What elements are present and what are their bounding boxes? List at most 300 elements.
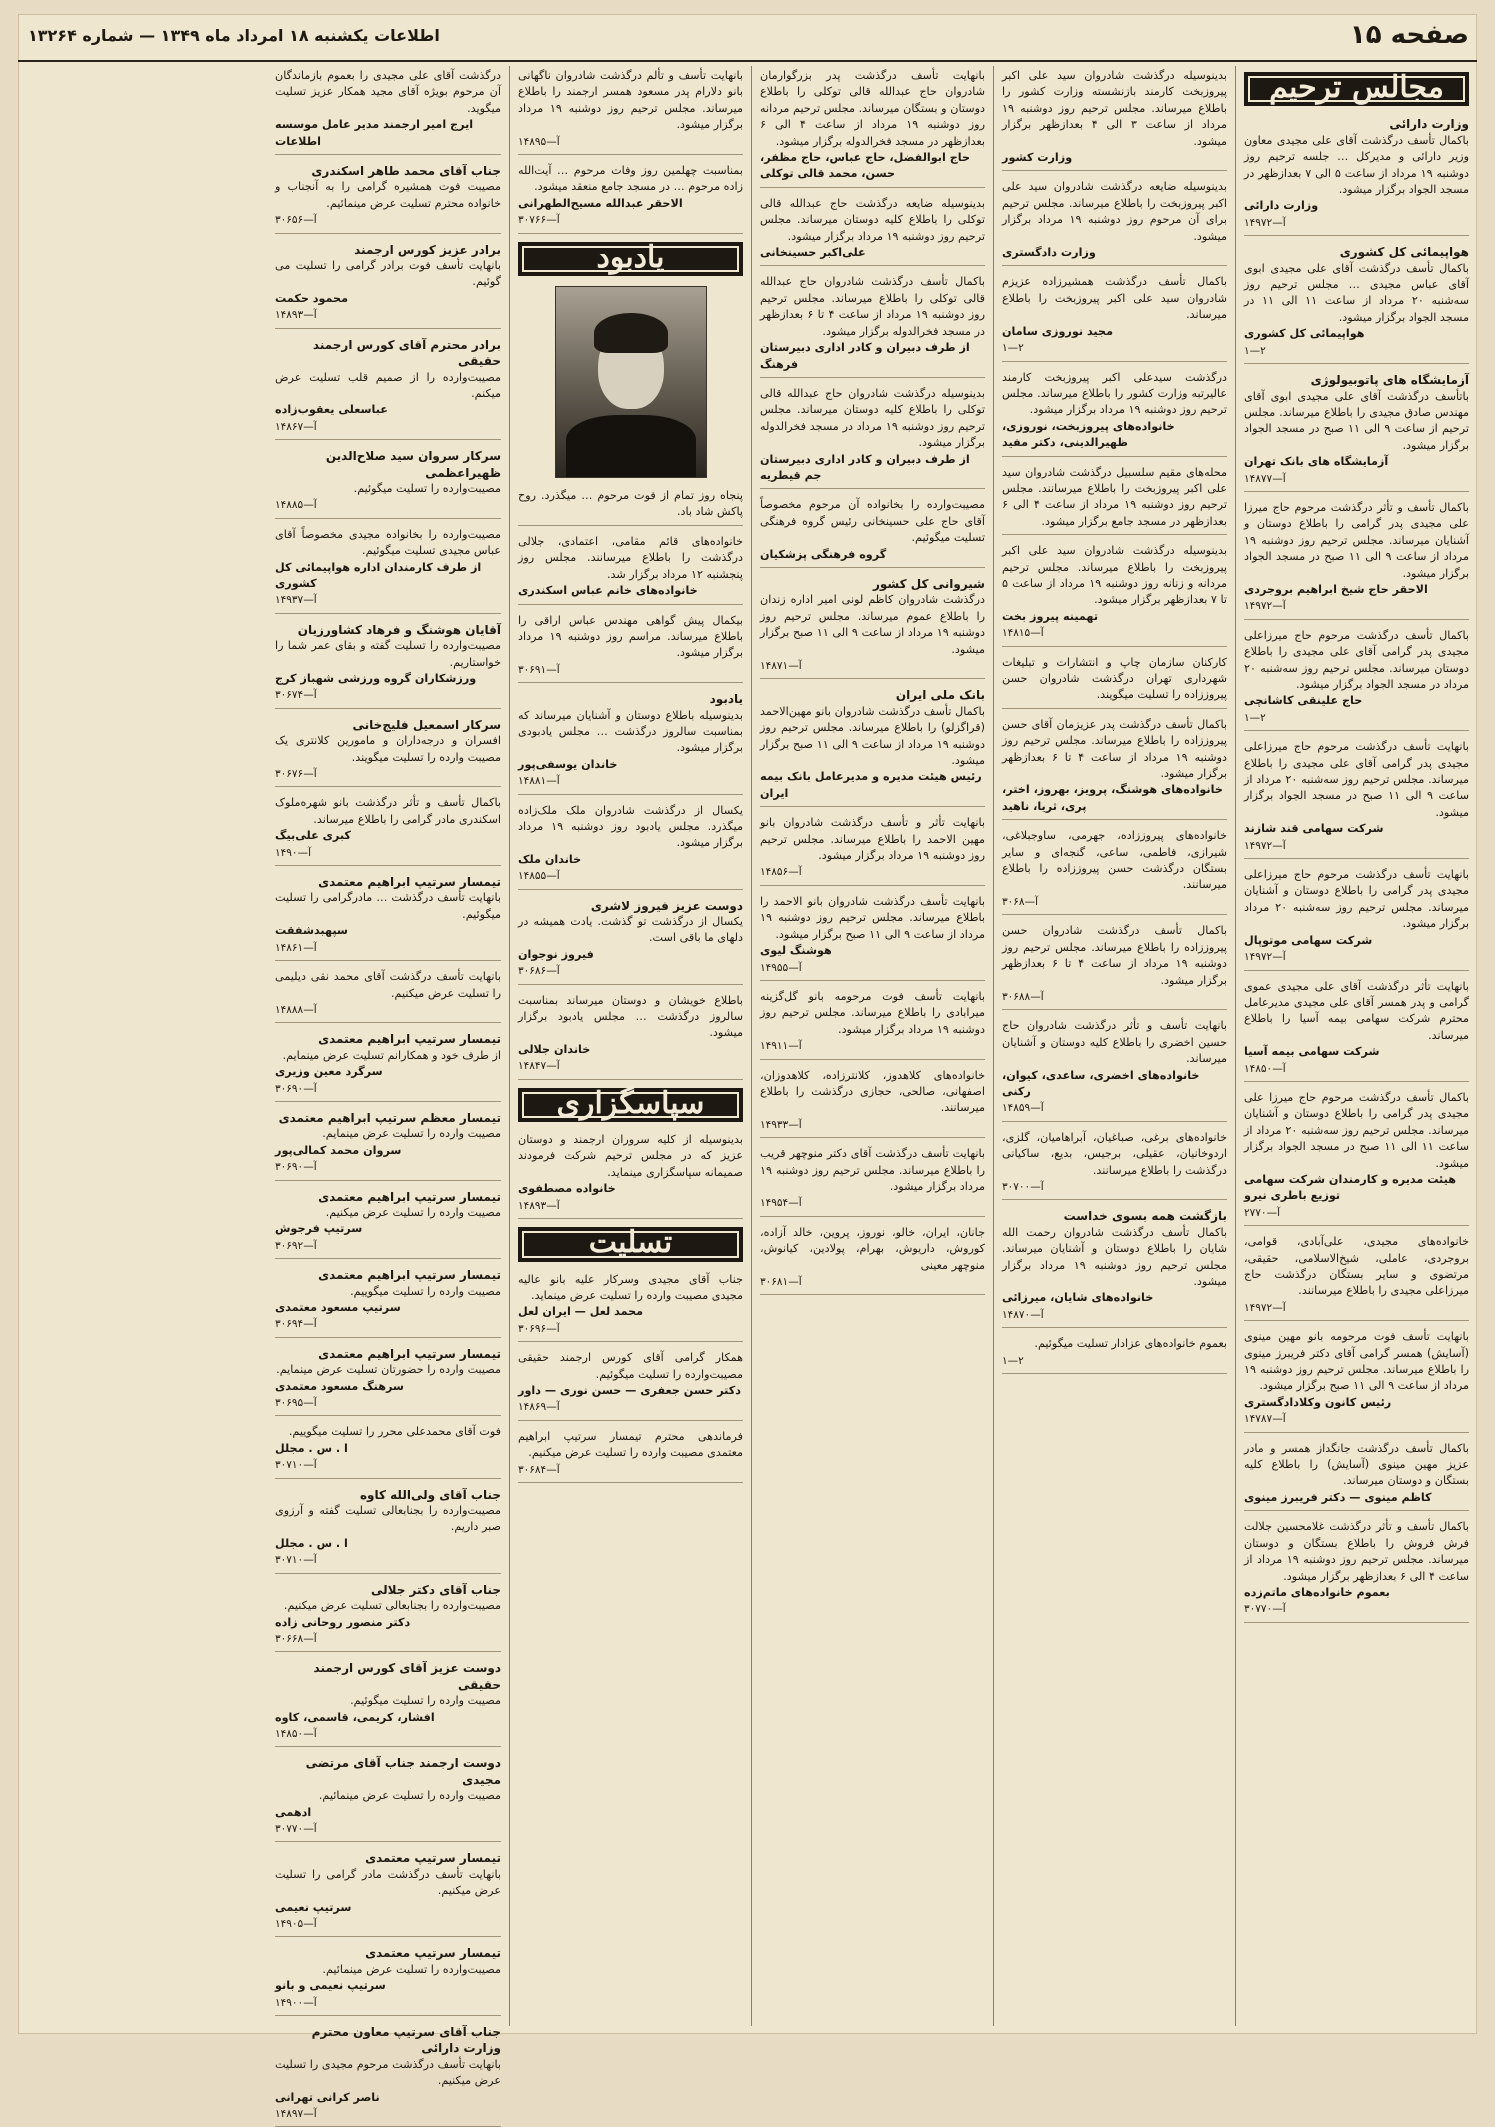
notice-item <box>275 1945 501 2016</box>
notice-body: مصیبت‌وارده را تسلیت گفته و بقای عمر شما را خواستاریم. <box>275 639 501 669</box>
notice-body: بانهایت تأسف درگذشت مرحوم حاج میرزاعلی مجیدی پدر گرامی را باطلاع دوستان و آشنایان میرساند. مجلس ترحیم روز سه‌شنبه ۲۰ مرداد برگزار میشود. <box>1244 868 1469 931</box>
notice-body: بانهایت تأسف فوت برادر گرامی را تسلیت می گوئیم. <box>275 259 501 289</box>
notice-heading: شیروانی کل کشور <box>872 576 985 591</box>
notice-item <box>518 1429 743 1483</box>
notice-code: آ—۱۴۸۸۱ <box>518 775 560 788</box>
page-number: صفحه ۱۵ <box>1349 20 1469 50</box>
notice-signature: مجید نوروزی سامان <box>1002 324 1113 338</box>
notice-body: باکمال تأسف و تأثر درگذشت غلامحسین جلالت فرش فروش را باطلاع بستگان و دوستان میرساند. مجلس ترحیم روز دوشنبه ۱۹ مرداد از ساعت ۴ الی ۶ بعدازظهر برگزار میشود. <box>1244 1520 1469 1583</box>
notice-item <box>1002 274 1227 361</box>
masthead <box>18 14 1477 62</box>
notice-signature: ادهمی <box>275 1805 312 1819</box>
notice-signature: خانواده‌های شایان، میرزائی <box>1002 1291 1154 1305</box>
notice-code: آ—۱۴۸۱۵ <box>1002 627 1044 640</box>
notice-item <box>1002 923 1227 1010</box>
notice-code: آ—۳۰۶۶۸ <box>275 1632 317 1645</box>
notice-item <box>1244 1090 1469 1226</box>
notice-body: باطلاع خویشان و دوستان میرساند بمناسبت سالروز درگذشت … مجلس یادبود برگزار میشود. <box>518 993 743 1040</box>
notice-body: باکمال تأسف درگذشت شادروان بانو مهین‌الاحمد (قراگزلو) را باطلاع میرساند. مجلس ترحیم روز دوشنبه ۱۹ مرداد از ساعت ۹ الی ۱۱ صبح برگزار میشود. <box>760 704 985 768</box>
notice-signature: سروان محمد کمالی‌پور <box>275 1143 402 1157</box>
notice-item <box>760 1068 985 1139</box>
notice-body: بدینوسیله باطلاع دوستان و آشنایان میرساند که بمناسبت سالروز درگذشت … مجلس یادبودی برگزار میشود. <box>518 708 743 755</box>
notice-heading: تیمسار سرتیپ ابراهیم معتمدی <box>318 1189 501 1204</box>
notice-item <box>760 196 985 267</box>
notice-item <box>275 2024 501 2127</box>
notice-code: آ—۲۷۷۰ <box>1244 1206 1280 1219</box>
notice-item <box>1002 828 1227 915</box>
notice-item <box>518 1350 743 1421</box>
notice-signature: خانواده‌های پیروزبخت، نوروزی، ظهیرالدینی، دکتر مفید <box>1002 419 1175 450</box>
notice-code: آ—۳۰۶۹۰ <box>275 1161 317 1174</box>
notice-code: آ—۱۴۸۵۶ <box>760 866 802 879</box>
notice-item <box>1002 68 1227 171</box>
notice-body: درگذشت شادروان کاظم لونی امیر اداره زندان را باطلاع عموم میرساند. مجلس ترحیم روز دوشنبه ۱۹ مرداد از ساعت ۹ الی ۱۱ صبح برگزار میشود. <box>760 593 985 656</box>
notice-signature: ورزشکاران گروه ورزشی شهباز کرج <box>275 672 477 685</box>
notice-body: باکمال تأسف و تأثر درگذشت مرحوم حاج میرزا علی مجیدی پدر گرامی را باطلاع دوستان و آشنایان میرساند. مجلس ترحیم روز دوشنبه ۱۹ مرداد از ساعت ۹ الی ۱۱ صبح در مسجد الجواد برگزار میشود. <box>1244 500 1469 580</box>
notice-body: بانهایت تأسف درگذشت پدر بزرگوارمان شادروان حاج عبدالله قالی توکلی را باطلاع دوستان و بستگان میرساند. مجلس ترحیم مردانه روز دوشنبه ۱۹ مرداد از ساعت ۴ الی ۶ بعدازظهر در مسجد فخرالدوله برگزار میشود. <box>760 69 985 148</box>
notice-item <box>1244 116 1469 236</box>
notice-body: بانهایت تأسف درگذشت مرحوم حاج میرزاعلی مجیدی پدر گرامی آقای علی مجیدی را باطلاع میرساند. مجلس ترحیم روز سه‌شنبه ۲۰ مرداد از ساعت ۹ الی ۱۱ صبح در مسجد الجواد برگزار میشود. <box>1244 740 1469 819</box>
notice-item <box>275 1487 501 1574</box>
notice-body: بمناسبت چهلمین روز وفات مرحوم … آیت‌الله زاده مرحوم … در مسجد جامع منعقد میشود. <box>518 164 743 194</box>
notice-code: آ—۳۰۶۹۰ <box>275 1082 317 1095</box>
notice-item <box>275 337 501 440</box>
notice-body: درگذشت سیدعلی اکبر پیروزبخت کارمند عالیرتبه وزارت کشور را باطلاع میرساند. مجلس ترحیم روز دوشنبه ۱۹ مرداد برگزار میشود. <box>1002 370 1227 417</box>
notice-item <box>518 1272 743 1343</box>
notice-item <box>1002 1336 1227 1374</box>
notice-item <box>1244 979 1469 1082</box>
notice-item <box>275 1346 501 1417</box>
notice-item <box>275 163 501 234</box>
notice-signature: افشار، کریمی، قاسمی، کاوه <box>275 1710 435 1724</box>
banner-majales-tarhim: مجالس ترحیم <box>1244 72 1469 106</box>
notice-signature: حاج ابوالفضل، حاج عباس، حاج مظفر، حسن، محمد قالی توکلی <box>760 151 971 181</box>
notice-signature: علی‌اکبر حسینخانی <box>760 246 866 260</box>
notice-body: مصیبت وارده را تسلیت عرض مینمائیم. <box>318 1789 501 1803</box>
notice-body: مصیبت فوت همشیره گرامی را به آنجناب و خانواده محترم تسلیت عرض مینمائیم. <box>275 180 501 210</box>
notice-heading: جناب آقای سرتیپ معاون محترم وزارت دارائی <box>311 2025 501 2056</box>
notice-item <box>275 1110 501 1181</box>
notice-body: بدینوسیله ضایعه درگذشت حاج عبدالله قالی توکلی را باطلاع کلیه دوستان میرساند. مجلس ترحیم روز دوشنبه ۱۹ مرداد برگزار میشود. <box>760 196 985 243</box>
notice-item <box>1244 628 1469 731</box>
notice-body: خانواده‌های مجیدی، علی‌آبادی، قوامی، بروجردی، عاملی، شیخ‌الاسلامی، حقیقی، مرتضوی و سایر بستگان درگذشت حاج میرزاعلی مجیدی را باطلاع میرسانند. <box>1244 1235 1469 1298</box>
notice-item <box>760 386 985 489</box>
notice-code: آ—۱۴۸۸۵ <box>275 499 317 512</box>
notice-item <box>760 894 985 981</box>
notice-item <box>275 1031 501 1102</box>
notice-code: آ—۱۴۹۵۵ <box>760 961 802 974</box>
notice-heading: آزمایشگاه های پاتوبیولوژی <box>1310 373 1469 388</box>
notice-item <box>275 969 501 1023</box>
notice-heading: تیمسار سرتیپ ابراهیم معتمدی <box>318 1346 501 1361</box>
notice-body: یکسال از درگذشت تو گذشت. یادت همیشه در دلهای ما باقی است. <box>518 915 743 945</box>
notice-signature: الاحقر عبدالله مسیح‌الطهرانی <box>518 196 683 210</box>
notice-code: آ—۱۴۷۸۷ <box>1244 1413 1286 1426</box>
notice-heading: تیمسار معظم سرتیپ ابراهیم معتمدی <box>278 1110 501 1125</box>
notice-body: باکمال تأسف درگذشت آقای علی مجیدی معاون وزیر دارائی و مدیرکل … جلسه ترحیم روز دوشنبه ۱۹ مرداد از ساعت ۵ الی ۷ بعدازظهر در مسجد الجواد برگزار میشود. <box>1244 133 1469 197</box>
notice-item <box>760 274 985 377</box>
notice-item <box>1002 717 1227 820</box>
notice-item <box>760 497 985 568</box>
notice-signature: بعموم خانواده‌های ماتم‌زده <box>1244 1585 1390 1599</box>
notice-heading: دوست عزیز آقای کورس ارجمند حقیقی <box>313 1661 501 1692</box>
notice-item <box>1244 1441 1469 1512</box>
notice-signature: رئیس هیئت مدیره و مدیرعامل بانک بیمه ایران <box>760 770 982 800</box>
notice-signature: وزارت دارائی <box>1244 199 1319 213</box>
notice-heading: یادبود <box>709 692 743 707</box>
notice-code: آ—۱۴۹۷۲ <box>1244 600 1286 613</box>
notice-item <box>1244 1234 1469 1321</box>
notice-code: آ—۱۴۸۶۱ <box>275 941 317 954</box>
notice-body: بدینوسیله از کلیه سروران ارجمند و دوستان عزیز که در مجلس ترحیم شرکت فرمودند صمیمانه سپاسگزاری مینماید. <box>518 1133 743 1179</box>
notice-item <box>275 1660 501 1747</box>
notice-code: آ—۱۴۸۹۳ <box>518 1199 560 1212</box>
notice-code: آ—۱۴۹۰۵ <box>275 1918 317 1930</box>
notice-signature: از طرف دبیران و کادر اداری دبیرستان جم قیطریه <box>760 452 970 482</box>
notice-item <box>1002 179 1227 266</box>
notice-body: بانهایت تأسف و تألم درگذشت شادروان ناگهانی بانو دلارام پدر مسعود همسر ارجمند را باطلاع میرساند. مجلس ترحیم روز دوشنبه ۱۹ مرداد برگزار میشود. <box>518 69 743 132</box>
notice-body: مصیبت وارده را حضورتان تسلیت عرض مینمایم. <box>276 1363 501 1377</box>
notice-signature: سرگرد معین وزیری <box>275 1065 383 1079</box>
notice-item <box>760 576 985 679</box>
notice-code: آ—۱۴۸۵۰ <box>275 1727 317 1740</box>
notice-heading: برادر عزیز کورس ارجمند <box>354 242 501 257</box>
notice-item <box>275 874 501 961</box>
notice-heading: آقایان هوشنگ و فرهاد کشاورزیان <box>297 622 501 637</box>
notice-body: مصیبت‌وارده را بجنابعالی تسلیت عرض میکنیم. <box>283 1599 501 1613</box>
notice-signature: سرتیپ فرجوش <box>275 1222 363 1236</box>
notice-signature: ا . س . مجلل <box>275 1441 348 1455</box>
notice-code: آ—۳۰۶۹۵ <box>275 1397 317 1410</box>
banner-tasliat: تسلیت <box>518 1227 743 1261</box>
notice-code: آ—۳۰۶۸ <box>1002 895 1038 908</box>
notice-item <box>1002 465 1227 536</box>
notice-item <box>518 613 743 684</box>
notice-body: باکمال تأسف و تأثر درگذشت بانو شهره‌ملوک اسکندری مادر گرامی را باطلاع میرساند. <box>275 796 501 826</box>
notice-code: آ—۱۴۸۹۵ <box>518 135 560 148</box>
notice-body: مصیبت وارده را تسلیت میگوییم. <box>350 1284 501 1298</box>
notice-code: آ—۳۰۷۷۰ <box>1244 1603 1286 1616</box>
notice-signature: تهمینه پیروز بخت <box>1002 609 1099 623</box>
column-3 <box>751 66 993 2026</box>
notice-body: مصیبت‌وارده را تسلیت میگوئیم. <box>353 481 501 495</box>
notice-code: آ—۱۴۸۹۷ <box>275 2108 317 2121</box>
notice-heading: برادر محترم آقای کورس ارجمند حقیقی <box>312 337 501 369</box>
notice-item <box>275 1582 501 1653</box>
notice-code: آ—۱۴۹۷۲ <box>1244 216 1286 229</box>
notice-code: آ—۱۴۸۴۷ <box>518 1060 560 1073</box>
notice-signature: هوشنگ لیوی <box>760 944 832 958</box>
notice-body: باتأسف درگذشت آقای علی مجیدی ابوی آقای مهندس صادق مجیدی را باطلاع میرساند. مجلس ترحیم از ساعت ۹ الی ۱۱ صبح در مسجد الجواد برگزار میشود. <box>1244 389 1469 452</box>
notice-item <box>1244 244 1469 364</box>
notice-item <box>1002 543 1227 646</box>
notice-body: بانهایت تأسف فوت مرحومه بانو مهین مینوی (آسایش) همسر گرامی آقای دکتر فریبرز مینوی را باطلاع میرساند. مجلس ترحیم روز دوشنبه ۱۹ مرداد از ساعت ۹ الی ۱۱ صبح برگزار میشود. <box>1244 1330 1469 1393</box>
notice-heading: بانک ملی ایران <box>895 688 985 703</box>
notice-heading: جناب آقای دکتر جلالی <box>370 1582 501 1597</box>
notice-signature: از طرف کارمندان اداره هواپیمائی کل کشوری <box>275 560 482 590</box>
notice-body: باکمال تأسف درگذشت شادروان رحمت الله شایان را باطلاع دوستان و آشنایان میرساند. مجلس ترحیم روز دوشنبه ۱۹ مرداد برگزار میشود. <box>1002 1225 1227 1288</box>
notice-signature: خانواده‌های اخضری، ساعدی، کیوان، رکنی <box>1002 1068 1200 1098</box>
notice-signature: خانواده‌های هوشنگ، پرویز، بهروز، اختر، پری، ثریا، ناهید <box>1002 783 1223 813</box>
notice-code: آ—۱۴۸۹۳ <box>275 309 317 322</box>
notice-item <box>760 687 985 807</box>
notice-body: بدینوسیله ضایعه درگذشت شادروان سید علی اکبر پیروزبخت را باطلاع میرساند. مجلس ترحیم برای آن مرحوم روز دوشنبه ۱۹ مرداد برگزار میشود. <box>1002 180 1227 243</box>
notice-body: خانواده‌های قائم مقامی، اعتمادی، جلالی درگذشت را باطلاع میرسانند. مجلس روز پنجشنبه ۱۲ مرداد برگزار شد. <box>518 534 743 581</box>
notice-signature: خاندان یوسفی‌پور <box>518 757 618 771</box>
notice-code: آ—۱۴۸۶۷ <box>275 420 317 433</box>
notice-code: ۲—۱ <box>1002 342 1024 355</box>
notice-body: از طرف خود و همکارانم تسلیت عرض مینمایم. <box>282 1048 501 1062</box>
notice-body: محله‌های مقیم سلسبیل درگذشت شادروان سید علی اکبر پیروزبخت را باطلاع میرسانند. مجلس ترحیم روز دوشنبه ۱۹ مرداد از ساعت ۴ الی ۶ بعدازظهر در مسجد جامع برگزار میشود. <box>1002 465 1227 528</box>
notice-item <box>275 795 501 866</box>
notice-body: خانواده‌های کلاهدوز، کلانترزاده، کلاهدوزان، اصفهانی، صالحی، حجازی درگذشت را باطلاع میرسانند. <box>760 1068 985 1115</box>
notice-body: پنجاه روز تمام از فوت مرحوم … میگذرد. روح پاکش شاد باد. <box>518 489 743 519</box>
banner-yadbud: یادبود <box>518 242 743 276</box>
notice-heading: تیمسار سرتیپ معتمدی <box>365 1946 501 1961</box>
notice-code: آ—۳۰۷۰۰ <box>1002 1180 1044 1193</box>
notice-signature: هواپیمائی کل کشوری <box>1244 327 1365 341</box>
notice-code: آ—۱۴۹۰ <box>275 846 311 859</box>
notice-body: باکمال تأسف درگذشت جانگداز همسر و مادر عزیز مهین مینوی (آسایش) را باطلاع کلیه بستگان و دوستان میرساند. <box>1244 1441 1469 1488</box>
notice-signature: ایرج امیر ارجمند مدیر عامل موسسه اطلاعات <box>275 118 474 148</box>
notice-code: آ—۱۴۹۷۲ <box>1244 951 1286 964</box>
notice-item <box>518 1132 743 1219</box>
notice-item <box>1244 739 1469 859</box>
notice-item <box>1244 1329 1469 1432</box>
notice-signature: کبری علی‌بیگ <box>275 829 351 843</box>
notice-item <box>275 622 501 709</box>
notice-code: آ—۱۴۸۵۹ <box>1002 1102 1044 1115</box>
notice-code: ۲—۱ <box>1244 344 1266 357</box>
notice-code: ۲—۱ <box>1002 1354 1024 1367</box>
notice-item <box>275 1424 501 1478</box>
notice-code: آ—۱۴۹۳۳ <box>760 1118 802 1131</box>
dateline: اطلاعات یکشنبه ۱۸ امرداد ماه ۱۳۴۹ — شماره ۱۳۲۶۴ <box>28 26 440 45</box>
notice-signature: خانواده مصطفوی <box>518 1182 616 1196</box>
notice-heading: تیمسار سرتیپ ابراهیم معتمدی <box>318 1268 501 1283</box>
notice-body: بدینوسیله درگذشت شادروان سید علی اکبر پیروزبخت کارمند بازنشسته وزارت کشور را باطلاع میرساند. مجلس ترحیم روز دوشنبه ۱۹ مرداد از ساعت ۳ الی ۴ بعدازظهر برگزار میشود. <box>1002 69 1227 148</box>
notice-item <box>275 717 501 788</box>
notice-body: یکسال از درگذشت شادروان ملک ملک‌زاده میگذرد. مجلس یادبود روز دوشنبه ۱۹ مرداد برگزار میشود. <box>518 803 744 850</box>
notice-signature: خاندان ملک <box>518 852 582 866</box>
notice-signature: ناصر کرانی تهرانی <box>275 2090 380 2104</box>
notice-body: بانهایت تأسف فوت مرحومه بانو گل‌گزینه میرابادی را باطلاع میرساند. مجلس ترحیم روز دوشنبه ۱۹ مرداد برگزار میشود. <box>760 989 985 1036</box>
notice-code: آ—۳۰۶۸۱ <box>760 1276 802 1288</box>
notice-code: آ—۱۴۸۷۱ <box>760 660 802 672</box>
notice-body: بدینوسیله درگذشت شادروان حاج عبدالله قالی توکلی را باطلاع کلیه دوستان میرساند. مجلس ترحیم روز دوشنبه ۱۹ مرداد در مسجد فخرالدوله برگزار میشود. <box>760 386 985 450</box>
notice-signature: سرتیپ نعیمی <box>275 1900 352 1914</box>
notice-code: آ—۱۴۹۳۷ <box>275 594 317 607</box>
column-1 <box>1235 66 1477 2026</box>
notice-heading: جناب آقای محمد طاهر اسکندری <box>311 164 501 179</box>
notice-code: آ—۳۰۶۸۴ <box>518 1463 560 1476</box>
notice-heading: وزارت دارائی <box>1389 117 1469 132</box>
notice-signature: سرهنگ مسعود معتمدی <box>275 1379 404 1393</box>
notice-body: مصیبت‌وارده را از صمیم قلب تسلیت عرض میکنم. <box>275 370 501 400</box>
notice-body: باکمال تأسف درگذشت پدر عزیزمان آقای حسن پیروززاده را باطلاع میرساند. مجلس ترحیم روز دوشنبه ۱۹ مرداد از ساعت ۴ تا ۶ بعدازظهر برگزار میشود. <box>1002 717 1227 781</box>
notice-code: آ—۳۰۶۹۶ <box>518 1322 560 1335</box>
notice-item <box>1002 655 1227 709</box>
notice-item <box>1244 1519 1469 1622</box>
notice-code: آ—۱۴۸۸۸ <box>275 1003 317 1016</box>
notice-code: آ—۱۴۸۶۹ <box>518 1401 560 1414</box>
notice-item <box>760 815 985 886</box>
notice-heading: تیمسار سرتیپ معتمدی <box>365 1851 501 1866</box>
notice-body: بانهایت تأسف درگذشت آقای محمد نقی دیلیمی را تسلیت عرض میکنیم. <box>275 970 501 1000</box>
notice-body: باکمال تأسف درگذشت مرحوم حاج میرزا علی مجیدی پدر گرامی را باطلاع دوستان و آشنایان میرساند. مجلس ترحیم روز سه‌شنبه ۲۰ مرداد از ساعت ۱۱ الی ۱۱ صبح در مسجد الجواد برگزار میشود. <box>1244 1090 1469 1170</box>
notice-item <box>275 1189 501 1260</box>
notice-code: آ—۳۰۶۹۲ <box>275 1239 317 1252</box>
notice-code: آ—۳۰۶۸۸ <box>1002 990 1044 1003</box>
notice-signature: الاحقر حاج شیخ ابراهیم بروجردی <box>1244 582 1428 596</box>
notice-signature: فیروز نوجوان <box>518 947 594 961</box>
notice-item <box>518 163 743 234</box>
notice-body: بانهایت تأسف درگذشت آقای دکتر منوچهر قریب را باطلاع میرساند. مجلس ترحیم روز دوشنبه ۱۹ مرداد برگزار میشود. <box>760 1147 985 1193</box>
notice-signature: آزمایشگاه های بانک تهران <box>1244 455 1389 469</box>
notice-body: باکمال تأسف درگذشت مرحوم حاج میرزاعلی مجیدی پدر گرامی آقای علی مجیدی را باطلاع دوستان میرساند. مجلس ترحیم روز سه‌شنبه ۲۰ مرداد در مسجد الجواد برگزار میشود. <box>1244 628 1469 691</box>
notice-heading: هواپیمائی کل کشوری <box>1339 245 1469 260</box>
notice-item <box>275 68 501 155</box>
notice-heading: سرکار اسمعیل فلیج‌خانی <box>352 717 501 732</box>
notice-body: مصیبت وارده را تسلیت میگوئیم. <box>350 1694 501 1708</box>
notice-body: مصیبت‌وارده را تسلیت عرض مینمائیم. <box>322 1962 501 1976</box>
notice-heading: دوست ارجمند جناب آقای مرتضی مجیدی <box>305 1756 501 1787</box>
notice-body: بانهایت تأسف درگذشت مرحوم مجیدی را تسلیت عرض میکنیم. <box>275 2057 501 2088</box>
notice-body: بانهایت تأسف درگذشت مادر گرامی را تسلیت عرض میکنیم. <box>275 1867 501 1898</box>
notice-code: آ—۱۴۸۵۵ <box>518 870 560 883</box>
notice-item <box>518 488 743 526</box>
notice-heading: تیمسار سرتیپ ابراهیم معتمدی <box>318 1032 501 1047</box>
notice-item <box>1244 500 1469 620</box>
columns <box>18 66 1477 2121</box>
notice-code: آ—۳۰۶۷۶ <box>275 768 317 781</box>
notice-body: بیکمال پیش گواهی مهندس عباس اراقی را باطلاع میرساند. مراسم روز دوشنبه ۱۹ مرداد برگزار میشود. <box>518 613 743 660</box>
notice-item <box>1002 1208 1227 1328</box>
notice-code: آ—۳۰۷۱۰ <box>275 1459 317 1472</box>
notice-code: آ—۳۰۷۶۶ <box>518 214 560 227</box>
notice-heading: دوست عزیز فیروز لاشری <box>590 898 743 913</box>
notice-heading: بازگشت همه بسوی خداست <box>1063 1209 1227 1224</box>
notice-item <box>275 242 501 329</box>
notice-code: آ—۳۰۶۹۱ <box>518 663 560 676</box>
column-5 <box>267 66 509 2121</box>
notice-body: جانان، ایران، خالو، نوروز، پروین، خالد آزاده، کوروش، داریوش، بهرام، پولادین، کیانوش، منوچهر معینی <box>760 1225 985 1272</box>
notice-item <box>518 691 743 794</box>
notice-body: مصیبت‌وارده را بخانواده آن مرحوم مخصوصاً آقای حاج علی حسینخانی رئیس گروه فرهنگی تسلیت میگوئیم. <box>760 498 985 545</box>
notice-item <box>275 448 501 519</box>
notice-signature: از طرف دبیران و کادر اداری دبیرستان فرهنگ <box>760 341 970 371</box>
notice-code: آ—۳۰۶۷۴ <box>275 689 317 702</box>
notice-body: افسران و درجه‌داران و مامورین کلانتری یک مصیبت وارده را تسلیت میگویند. <box>275 734 501 764</box>
notice-signature: کاظم مینوی — دکتر فریبرز مینوی <box>1244 1490 1432 1504</box>
notice-item <box>518 534 743 605</box>
notice-body: همکار گرامی آقای کورس ارجمند حقیقی مصیبت‌وارده را تسلیت میگوئیم. <box>518 1351 743 1381</box>
notice-body: بانهایت تأثر و تأسف درگذشت شادروان بانو مهین الاحمد را باطلاع میرساند. مجلس ترحیم روز دوشنبه ۱۹ مرداد برگزار میشود. <box>760 816 985 863</box>
notice-signature: ا . س . مجلل <box>275 1536 348 1550</box>
notice-body: خانواده‌های برغی، صباغیان، آبراهامیان، گلزی، اردوخانیان، عقیلی، برجیس، بدیع، ساکیانی درگذشت را باطلاع میرسانند. <box>1002 1130 1227 1177</box>
notice-code: آ—۱۴۹۰۰ <box>275 1996 317 2009</box>
notice-signature: دکتر حسن جعفری — حسن نوری — داور <box>518 1383 741 1397</box>
notice-item <box>518 898 743 985</box>
notice-item <box>760 1225 985 1296</box>
notice-signature: شرکت سهامی قند شازند <box>1244 822 1384 836</box>
notice-code: آ—۱۴۸۷۷ <box>1244 472 1286 485</box>
notice-code: ۲—۱ <box>1244 711 1266 724</box>
portrait-photo <box>555 286 707 478</box>
notice-heading: جناب آقای ولی‌الله کاوه <box>359 1487 501 1502</box>
notice-code: آ—۱۴۸۵۰ <box>1244 1062 1286 1075</box>
notice-code: آ—۱۴۹۱۱ <box>760 1040 802 1053</box>
newspaper-page <box>18 14 1477 2121</box>
notice-code: آ—۳۰۶۸۶ <box>518 965 560 978</box>
notice-body: مصیبت‌وارده را بجنابعالی تسلیت گفته و آرزوی صبر داریم. <box>275 1504 501 1534</box>
notice-signature: دکتر منصور روحانی زاده <box>275 1615 411 1629</box>
notice-heading: سرکار سروان سید صلاح‌الدین ظهیراعظمی <box>325 449 501 480</box>
notice-body: مصیبت‌وارده را بخانواده مجیدی مخصوصاً آقای عباس مجیدی تسلیت میگوئیم. <box>275 527 501 558</box>
notice-body: بانهایت تأسف درگذشت … مادرگرامی را تسلیت میگوئیم. <box>275 891 501 921</box>
notice-body: باکمال تأسف درگذشت شادروان حاج عبدالله قالی توکلی را باطلاع میرساند. مجلس ترحیم روز دوشنبه ۱۹ مرداد از ساعت ۴ تا ۶ بعدازظهر در مسجد فخرالدوله برگزار میشود. <box>760 275 985 338</box>
notice-code: آ—۳۰۶۵۶ <box>275 214 317 227</box>
notice-item <box>760 68 985 188</box>
notice-body: باکمال تأسف درگذشت همشیرزاده عزیزم شادروان سید علی اکبر پیروزبخت را باطلاع میرساند. <box>1002 275 1227 322</box>
notice-body: مصیبت وارده را تسلیت عرض مینمایم. <box>322 1127 501 1141</box>
notice-signature: وزارت دادگستری <box>1002 246 1096 260</box>
notice-body: خانواده‌های پیروززاده، جهرمی، ساوجبلاغی، شیرازی، فاطمی، ساعی، گنجه‌ای و سایر بستگان درگذشت حسن پیروززاده را باطلاع میرسانند. <box>1002 829 1227 892</box>
notice-item <box>518 803 743 890</box>
notice-body: فوت آقای محمدعلی محرر را تسلیت میگوییم. <box>288 1425 501 1439</box>
notice-body: مصیبت وارده را تسلیت عرض میکنیم. <box>325 1205 501 1219</box>
notice-code: آ—۱۴۹۷۲ <box>1244 839 1286 852</box>
notice-signature: حاج علینقی کاشانچی <box>1244 694 1363 708</box>
notice-item <box>760 989 985 1060</box>
notice-signature: شرکت سهامی بیمه آسیا <box>1244 1045 1380 1059</box>
column-4 <box>509 66 751 2026</box>
notice-item <box>1002 1130 1227 1201</box>
notice-code: آ—۳۰۶۹۴ <box>275 1318 317 1331</box>
notice-code: آ—۱۴۹۵۴ <box>760 1197 802 1210</box>
notice-item <box>275 1267 501 1338</box>
column-2 <box>993 66 1235 2026</box>
notice-code: آ—۱۴۹۷۲ <box>1244 1301 1286 1314</box>
notice-code: آ—۳۰۷۱۰ <box>275 1554 317 1567</box>
notice-signature: خانواده‌های خانم عباس اسکندری <box>518 584 698 598</box>
notice-signature: وزارت کشور <box>1002 151 1073 165</box>
notice-signature: محمد لعل — ایران لعل <box>518 1305 644 1319</box>
notice-signature: سپهبدشفقت <box>275 924 348 938</box>
notice-body: جناب آقای مجیدی وسرکار علیه بانو عالیه مجیدی مصیبت وارده را تسلیت عرض مینماید. <box>518 1272 743 1302</box>
notice-code: آ—۱۴۸۷۰ <box>1002 1308 1044 1321</box>
notice-item <box>1002 1018 1227 1121</box>
notice-body: کارکنان سازمان چاپ و انتشارات و تبلیغات شهرداری تهران درگذشت شادروان حسن پیروززاده را تسلیت میگویند. <box>1002 655 1227 702</box>
notice-item <box>275 1755 501 1842</box>
notice-item <box>518 68 743 155</box>
banner-sepasgozari: سپاسگزاری <box>518 1088 743 1122</box>
notice-signature: عباسعلی یعقوب‌زاده <box>275 403 388 417</box>
notice-signature: سرتیپ مسعود معتمدی <box>275 1301 401 1314</box>
notice-item <box>275 527 501 614</box>
notice-item <box>518 993 743 1080</box>
notice-item <box>1244 372 1469 492</box>
notice-item <box>760 1146 985 1217</box>
notice-body: باکمال تأسف درگذشت شادروان حسن پیروززاده را باطلاع میرساند. مجلس ترحیم روز دوشنبه ۱۹ مرداد از ساعت ۴ تا ۶ بعدازظهر برگزار میشود. <box>1002 924 1227 987</box>
notice-item <box>1002 370 1227 457</box>
notice-signature: رئیس کانون وکلادادگستری <box>1244 1395 1392 1409</box>
notice-body: درگذشت آقای علی مجیدی را بعموم بازماندگان آن مرحوم بویژه آقای مجید همکار عزیز تسلیت میگوید. <box>275 69 501 115</box>
notice-signature: گروه فرهنگی پزشکیان <box>760 547 887 561</box>
notice-body: باکمال تأسف درگذشت آقای علی مجیدی ابوی آقای عباس مجیدی … مجلس ترحیم روز سه‌شنبه ۲۰ مرداد از ساعت ۱۱ الی ۱۱ در مسجد الجواد برگزار میشود. <box>1244 261 1469 324</box>
notice-item <box>275 1850 501 1937</box>
notice-item <box>1244 867 1469 970</box>
